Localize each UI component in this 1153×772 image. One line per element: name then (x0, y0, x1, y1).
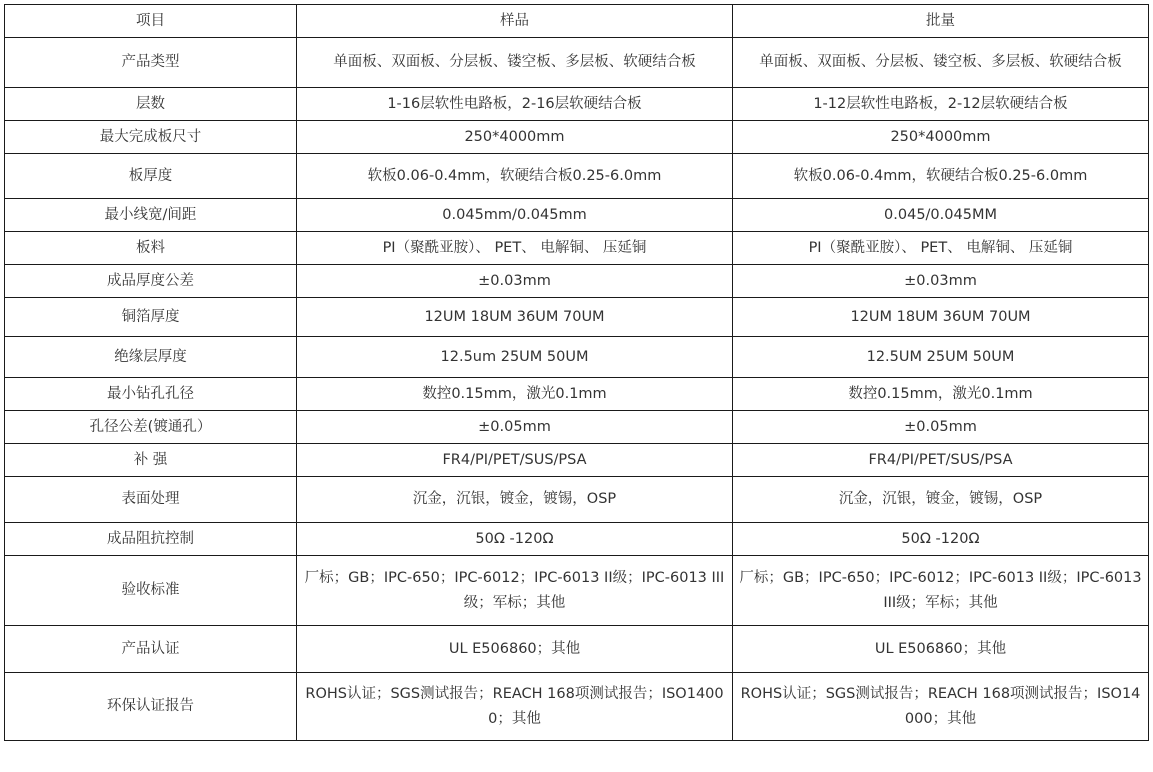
batch-cell: ±0.03mm (733, 265, 1149, 298)
batch-cell: 0.045/0.045MM (733, 199, 1149, 232)
sample-cell: 0.045mm/0.045mm (297, 199, 733, 232)
batch-cell: PI（聚酰亚胺）、 PET、 电解铜、 压延铜 (733, 232, 1149, 265)
sample-cell: 1-16层软性电路板，2-16层软硬结合板 (297, 88, 733, 121)
batch-cell: 250*4000mm (733, 121, 1149, 154)
table-row (5, 477, 1149, 523)
sample-cell: 12.5um 25UM 50UM (297, 337, 733, 378)
batch-cell: FR4/PI/PET/SUS/PSA (733, 444, 1149, 477)
table-row (5, 673, 1149, 741)
spec-table (4, 4, 1149, 741)
table-row (5, 199, 1149, 232)
sample-cell: 12UM 18UM 36UM 70UM (297, 298, 733, 337)
sample-cell: FR4/PI/PET/SUS/PSA (297, 444, 733, 477)
batch-cell: 单面板、双面板、分层板、镂空板、多层板、软硬结合板 (733, 38, 1149, 88)
table-row (5, 232, 1149, 265)
item-cell: 板厚度 (5, 154, 297, 199)
batch-cell: ±0.05mm (733, 411, 1149, 444)
table-row (5, 88, 1149, 121)
item-cell: 表面处理 (5, 477, 297, 523)
table-row (5, 378, 1149, 411)
table-row (5, 154, 1149, 199)
item-cell: 铜箔厚度 (5, 298, 297, 337)
item-cell: 层数 (5, 88, 297, 121)
sample-cell: 50Ω -120Ω (297, 523, 733, 556)
item-cell: 绝缘层厚度 (5, 337, 297, 378)
sample-cell: 数控0.15mm，激光0.1mm (297, 378, 733, 411)
header-item-cell: 项目 (5, 5, 297, 38)
item-cell: 环保认证报告 (5, 673, 297, 741)
table-row (5, 523, 1149, 556)
table-row (5, 298, 1149, 337)
sample-cell: 单面板、双面板、分层板、镂空板、多层板、软硬结合板 (297, 38, 733, 88)
batch-cell: 12UM 18UM 36UM 70UM (733, 298, 1149, 337)
batch-cell: 沉金，沉银，镀金，镀锡，OSP (733, 477, 1149, 523)
item-cell: 孔径公差(镀通孔） (5, 411, 297, 444)
table-header-row (5, 5, 1149, 38)
batch-cell: 厂标；GB；IPC-650；IPC-6012；IPC-6013 II级；IPC-6013 III级；军标；其他 (733, 556, 1149, 626)
item-cell: 验收标准 (5, 556, 297, 626)
header-batch-cell: 批量 (733, 5, 1149, 38)
table-row (5, 121, 1149, 154)
item-cell: 产品认证 (5, 626, 297, 673)
batch-cell: 数控0.15mm，激光0.1mm (733, 378, 1149, 411)
sample-cell: ±0.03mm (297, 265, 733, 298)
item-cell: 成品厚度公差 (5, 265, 297, 298)
sample-cell: ROHS认证；SGS测试报告；REACH 168项测试报告；ISO14000；其他 (297, 673, 733, 741)
sample-cell: 沉金，沉银，镀金，镀锡，OSP (297, 477, 733, 523)
item-cell: 最大完成板尺寸 (5, 121, 297, 154)
sample-cell: 软板0.06-0.4mm，软硬结合板0.25-6.0mm (297, 154, 733, 199)
sample-cell: ±0.05mm (297, 411, 733, 444)
sample-cell: UL E506860；其他 (297, 626, 733, 673)
batch-cell: 软板0.06-0.4mm，软硬结合板0.25-6.0mm (733, 154, 1149, 199)
table-row (5, 444, 1149, 477)
sample-cell: 厂标；GB；IPC-650；IPC-6012；IPC-6013 II级；IPC-6013 III级；军标；其他 (297, 556, 733, 626)
header-sample-cell: 样品 (297, 5, 733, 38)
item-cell: 板料 (5, 232, 297, 265)
table-row (5, 556, 1149, 626)
item-cell: 产品类型 (5, 38, 297, 88)
batch-cell: 1-12层软性电路板，2-12层软硬结合板 (733, 88, 1149, 121)
item-cell: 成品阻抗控制 (5, 523, 297, 556)
table-row (5, 337, 1149, 378)
table-row (5, 411, 1149, 444)
item-cell: 最小钻孔孔径 (5, 378, 297, 411)
sample-cell: PI（聚酰亚胺）、 PET、 电解铜、 压延铜 (297, 232, 733, 265)
item-cell: 补 强 (5, 444, 297, 477)
table-row (5, 626, 1149, 673)
item-cell: 最小线宽/间距 (5, 199, 297, 232)
batch-cell: 12.5UM 25UM 50UM (733, 337, 1149, 378)
table-row (5, 38, 1149, 88)
batch-cell: UL E506860；其他 (733, 626, 1149, 673)
sample-cell: 250*4000mm (297, 121, 733, 154)
batch-cell: 50Ω -120Ω (733, 523, 1149, 556)
table-row (5, 265, 1149, 298)
batch-cell: ROHS认证；SGS测试报告；REACH 168项测试报告；ISO14000；其他 (733, 673, 1149, 741)
